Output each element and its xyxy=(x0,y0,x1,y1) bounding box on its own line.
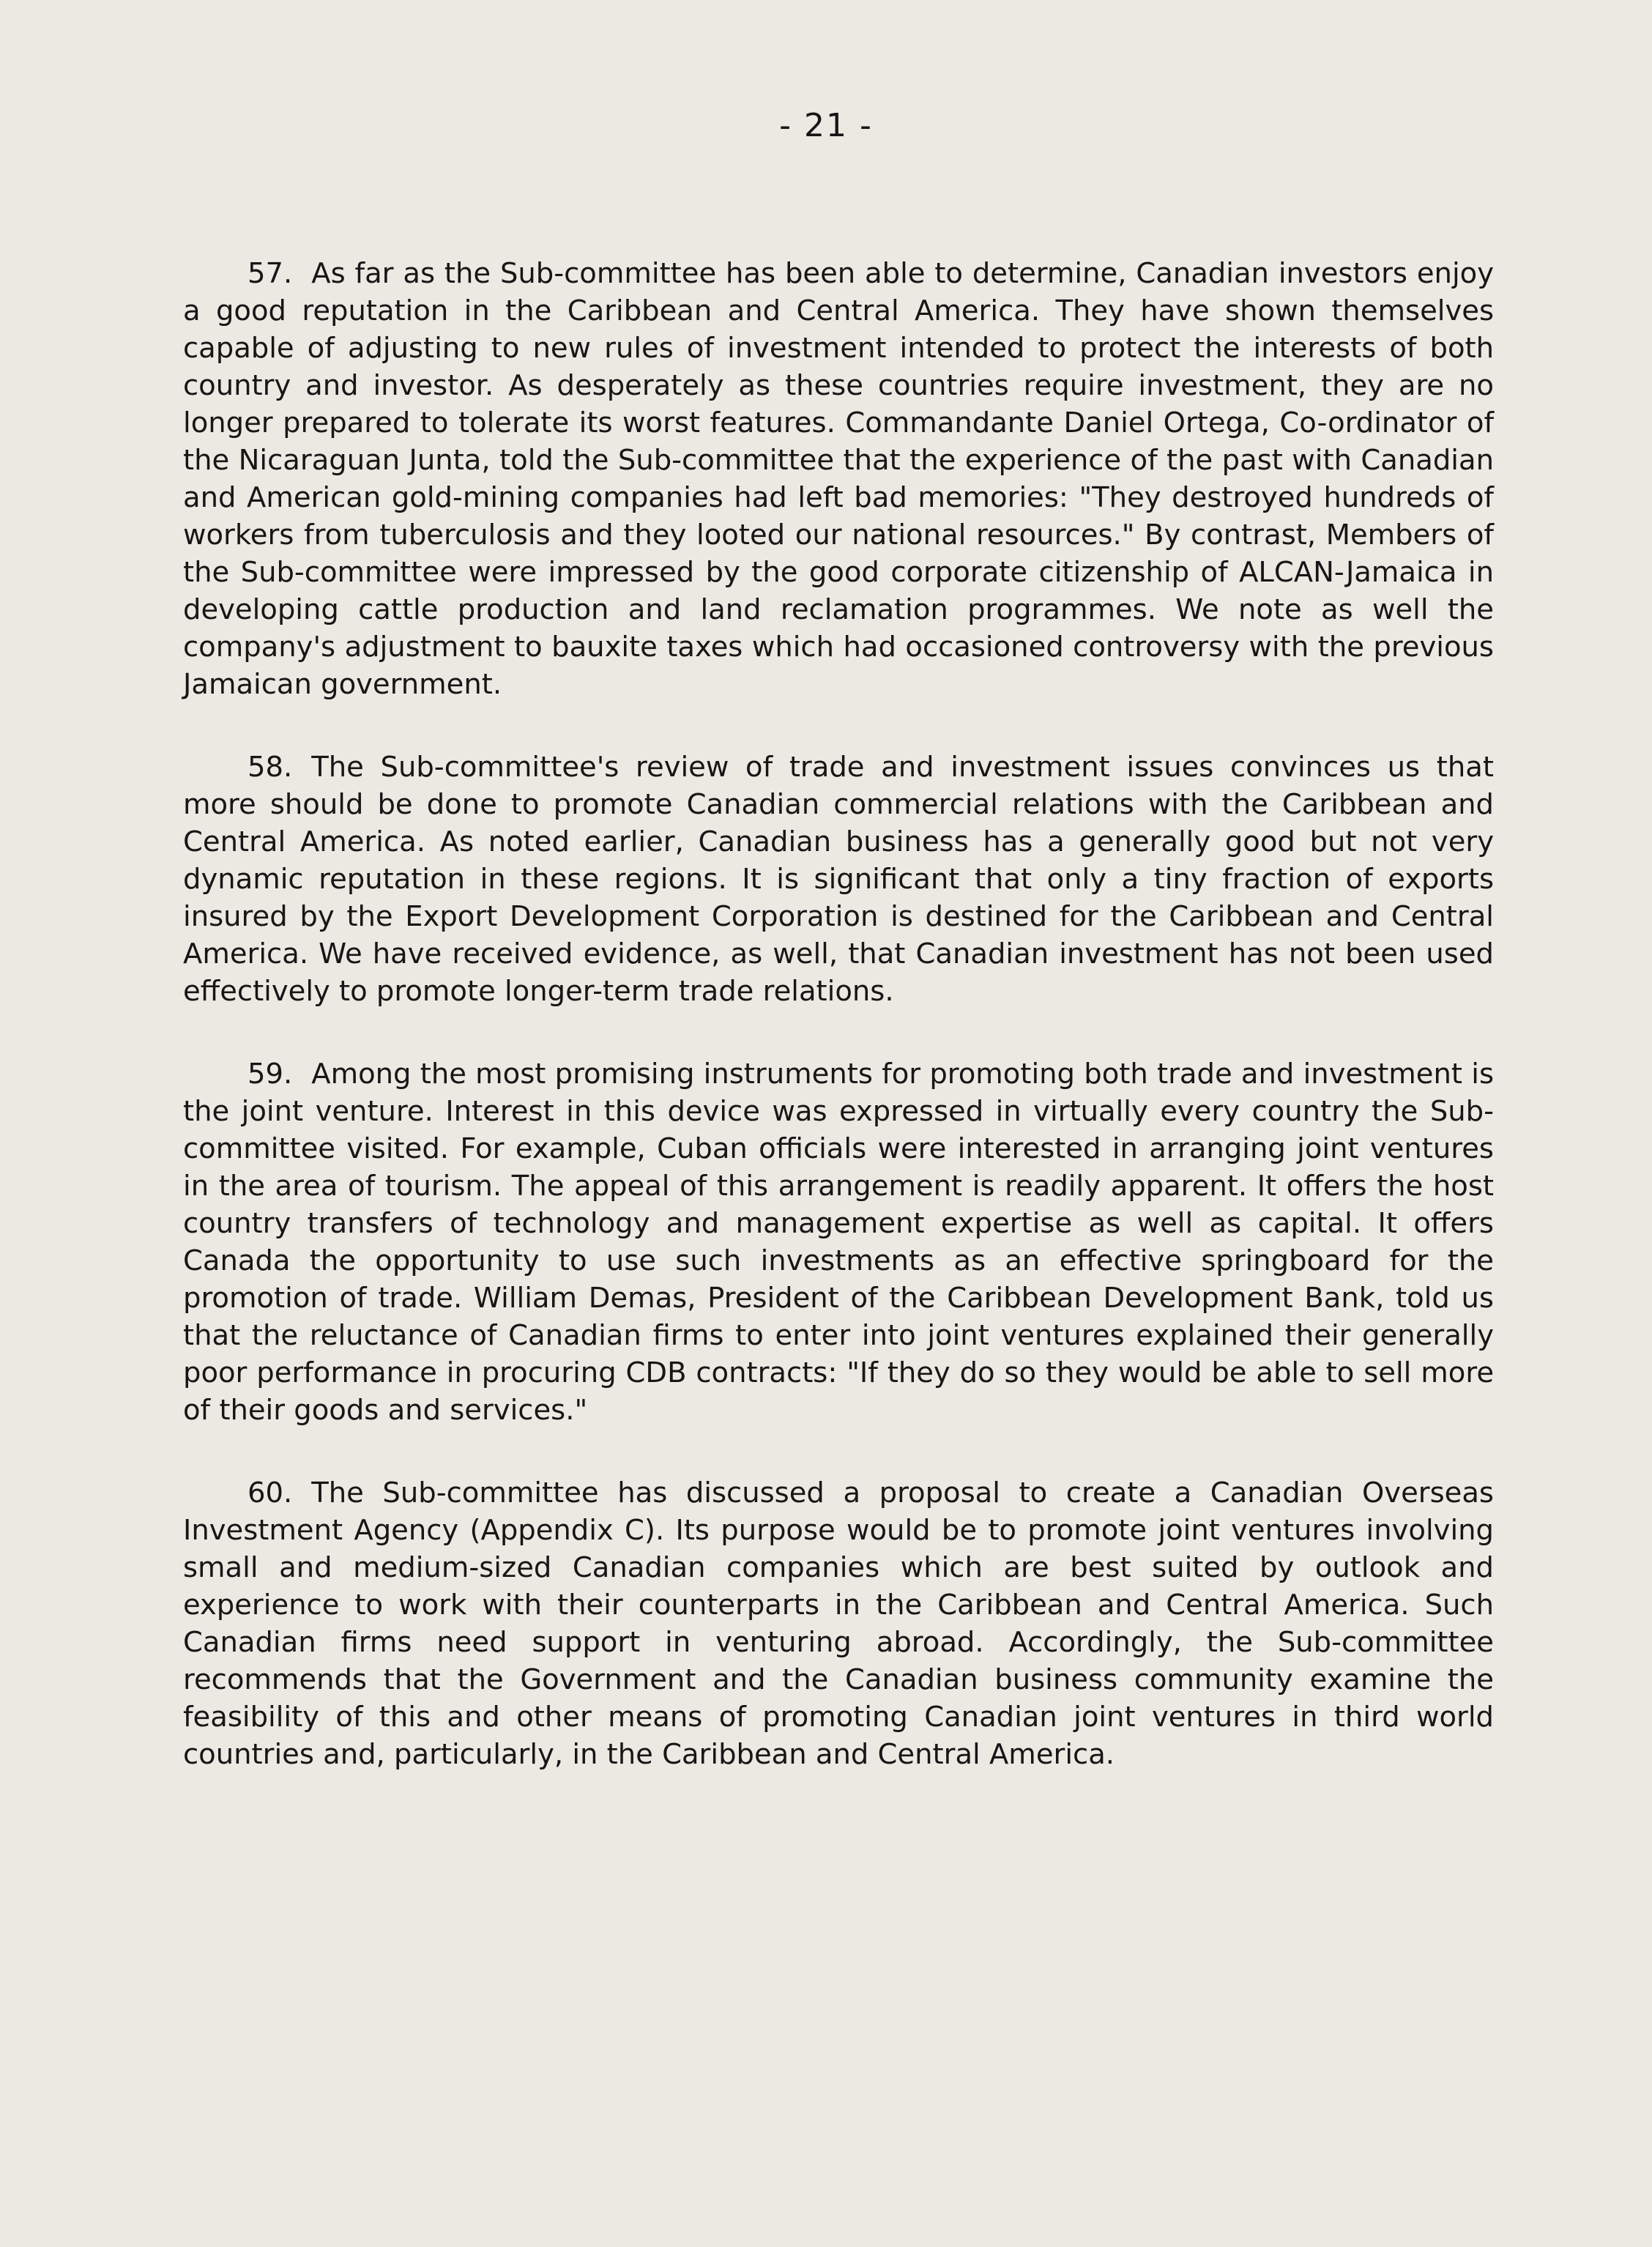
paragraph-text: The Sub-committee's review of trade and investment issues convinces us that more should be done to promote Canadian commercial relations with the Caribbean and Central America. As noted earlier, Canadian business has a generally good but not very dynamic reputation in these regions. It is significant that only a tiny fraction of exports insured by the Export Development Corporation is destined for the Caribbean and Central America. We have received evidence, as well, that Canadian investment has not been used effectively to promote longer-term trade relations. xyxy=(183,751,1494,1008)
paragraph-60 xyxy=(183,1474,1494,1773)
paragraph-text: As far as the Sub-committee has been able to determine, Canadian investors enjoy a good reputation in the Caribbean and Central America. They have shown themselves capable of adjusting to new rules of investment intended to protect the interests of both country and investor. As desperately as these countries require investment, they are no longer prepared to tolerate its worst features. Commandante Daniel Ortega, Co-ordinator of the Nicaraguan Junta, told the Sub-committee that the experience of the past with Canadian and American gold-mining companies had left bad memories: "They destroyed hundreds of workers from tuberculosis and they looted our national resources." By contrast, Members of the Sub-committee were impressed by the good corporate citizenship of ALCAN-Jamaica in developing cattle production and land reclamation programmes. We note as well the company's adjustment to bauxite taxes which had occasioned controversy with the previous Jamaican government. xyxy=(183,257,1494,701)
paragraph-59 xyxy=(183,1055,1494,1429)
paragraph-number: 59. xyxy=(248,1058,293,1091)
paragraph-57 xyxy=(183,255,1494,703)
paragraph-number: 60. xyxy=(248,1477,293,1509)
paragraph-number: 57. xyxy=(248,257,293,290)
paragraph-number: 58. xyxy=(248,751,293,784)
paragraph-text: Among the most promising instruments for promoting both trade and investment is the joint venture. Interest in this device was expressed in virtually every country the Sub-committee visited. For example, Cuban officials were interested in arranging joint ventures in the area of tourism. The appeal of this arrangement is readily apparent. It offers the host country transfers of technology and management expertise as well as capital. It offers Canada the opportunity to use such investments as an effective springboard for the promotion of trade. William Demas, President of the Caribbean Development Bank, told us that the reluctance of Canadian firms to enter into joint ventures explained their generally poor performance in procuring CDB contracts: "If they do so they would be able to sell more of their goods and services." xyxy=(183,1058,1494,1427)
paragraph-text: The Sub-committee has discussed a proposal to create a Canadian Overseas Investment Agency (Appendix C). Its purpose would be to promote joint ventures involving small and medium-sized Canadian companies which are best suited by outlook and experience to work with their counterparts in the Caribbean and Central America. Such Canadian firms need support in venturing abroad. Accordingly, the Sub-committee recommends that the Government and the Canadian business community examine the feasibility of this and other means of promoting Canadian joint ventures in third world countries and, particularly, in the Caribbean and Central America. xyxy=(183,1477,1494,1771)
paragraph-58 xyxy=(183,749,1494,1010)
body-text xyxy=(183,255,1494,1819)
page-number: - 21 - xyxy=(779,107,873,144)
